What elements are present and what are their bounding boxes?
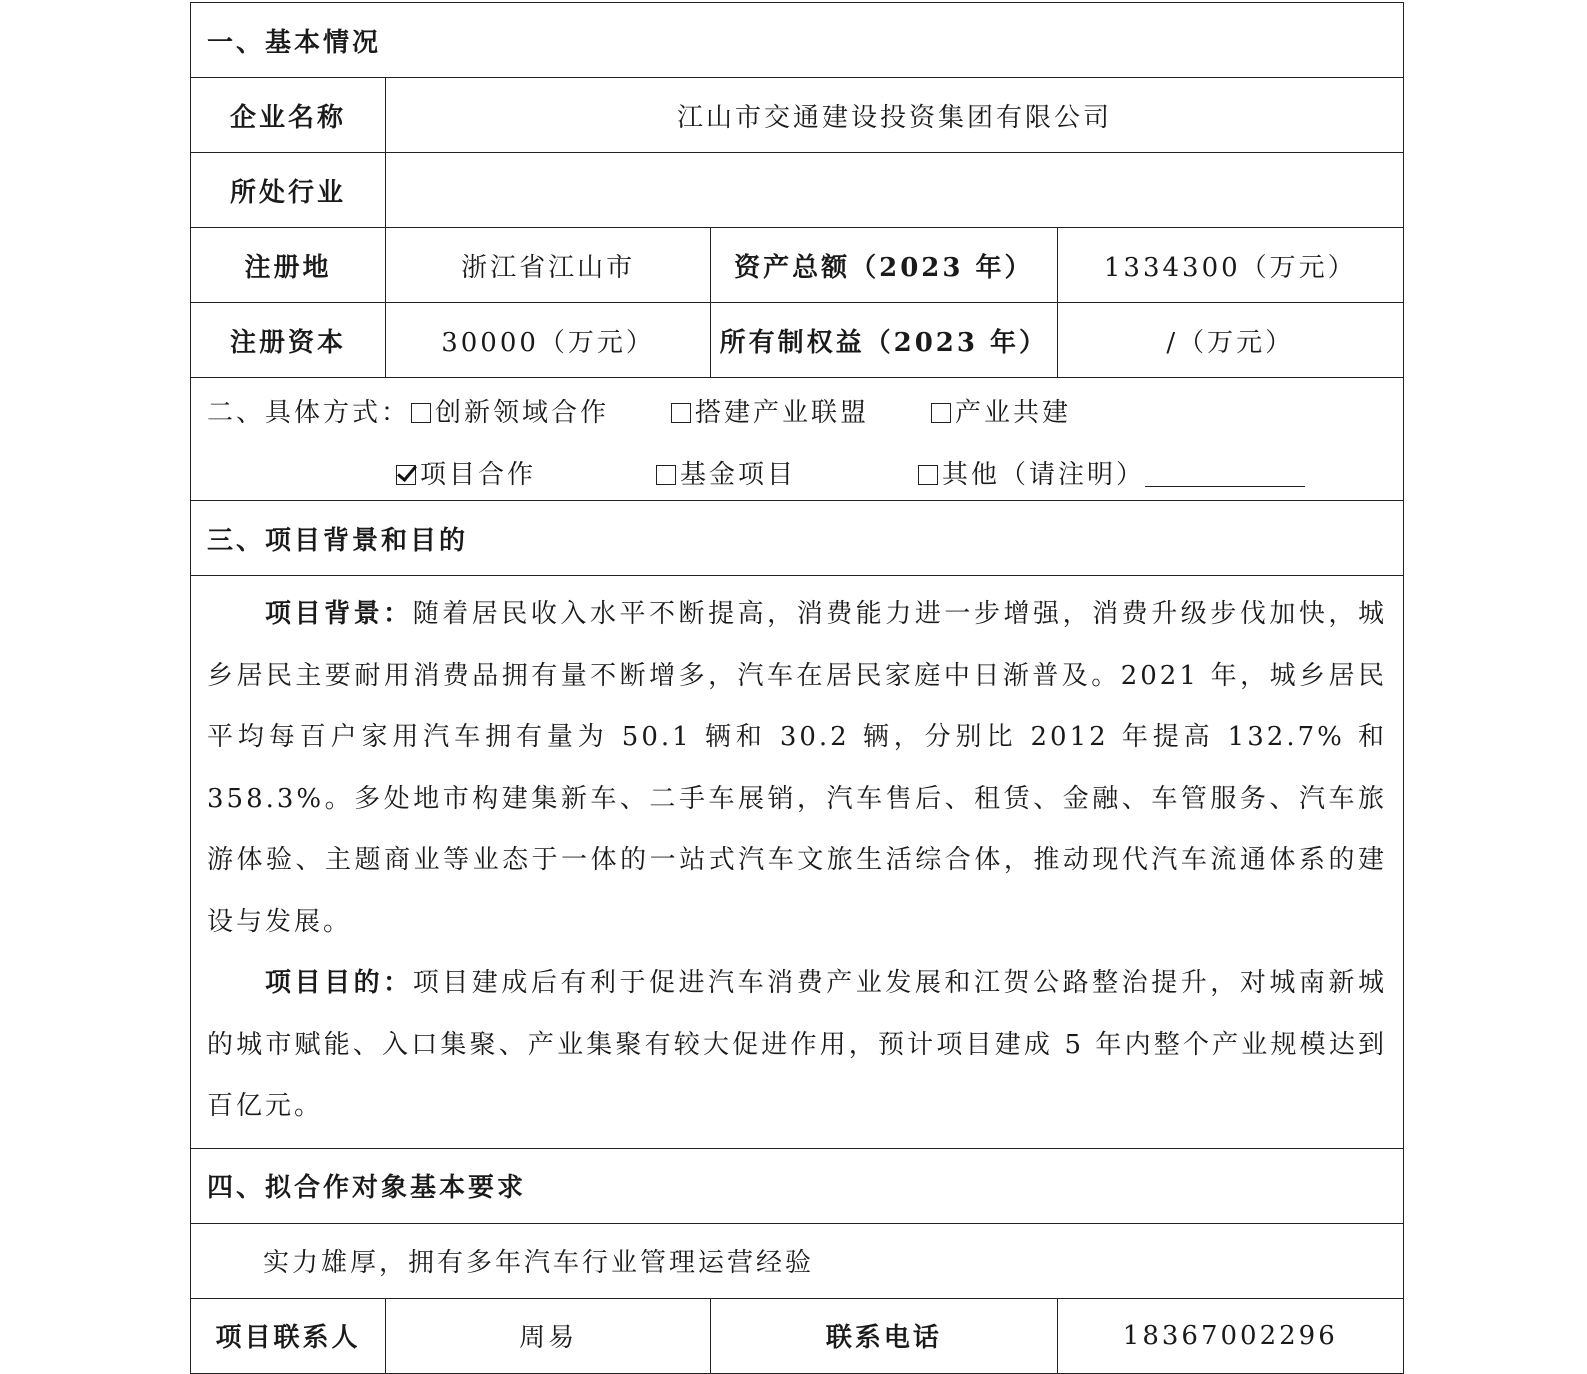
company-value: 江山市交通建设投资集团有限公司: [386, 78, 1404, 153]
section1-row: [191, 3, 1404, 78]
registered-capital-value: 30000（万元）: [386, 303, 711, 378]
section2-row: [191, 378, 1404, 501]
background-cell: [191, 576, 1404, 1149]
checkbox-icon[interactable]: [656, 465, 676, 485]
registered-place-label: 注册地: [191, 228, 386, 303]
option-co-build[interactable]: [931, 392, 1071, 429]
total-assets-label: 资产总额（2023 年）: [711, 228, 1057, 303]
capital-row: [191, 303, 1404, 378]
option-label: 创新领域合作: [435, 398, 610, 428]
company-row: [191, 78, 1404, 153]
background-paragraph: [207, 584, 1387, 953]
checkbox-icon[interactable]: [918, 465, 938, 485]
contact-row: [191, 1298, 1404, 1373]
section4-row: [191, 1148, 1404, 1223]
industry-label: 所处行业: [191, 153, 386, 228]
purpose-text: 项目建成后有利于促进汽车消费产业发展和江贺公路整治提升，对城南新城的城市赋能、入口集聚、产业集聚有较大促进作用，预计项目建成 5 年内整个产业规模达到百亿元。: [207, 968, 1387, 1121]
method-cell: [191, 378, 1404, 501]
background-label: 项目背景：: [265, 599, 413, 629]
option-label: 产业共建: [955, 398, 1072, 428]
option-label: 搭建产业联盟: [695, 398, 870, 428]
checkbox-icon[interactable]: [671, 403, 691, 423]
requirement-row: [191, 1223, 1404, 1298]
option-fund[interactable]: [656, 454, 796, 491]
option-label: 基金项目: [680, 460, 797, 490]
industry-row: [191, 153, 1404, 228]
checkbox-icon[interactable]: [411, 403, 431, 423]
contact-person-label: 项目联系人: [191, 1298, 386, 1373]
cooperation-form-table: [190, 2, 1404, 1374]
other-blank-line[interactable]: [1145, 462, 1305, 487]
total-assets-value: 1334300（万元）: [1057, 228, 1403, 303]
option-label: 项目合作: [420, 460, 537, 490]
option-label: 其他（请注明）: [942, 460, 1146, 490]
contact-phone-value: 18367002296: [1057, 1298, 1403, 1373]
section3-title: 三、项目背景和目的: [191, 501, 1404, 576]
requirement-text: 实力雄厚，拥有多年汽车行业管理运营经验: [191, 1223, 1404, 1298]
section1-title: 一、基本情况: [191, 3, 1404, 78]
background-text: 随着居民收入水平不断提高，消费能力进一步增强，消费升级步伐加快，城乡居民主要耐用消费品拥有量不断增多，汽车在居民家庭中日渐普及。2021 年，城乡居民平均每百户家用汽车拥有量为 50.1 辆和 30.2 辆，分别比 2012 年提高 132.7% 和 358.3%。多处地市构建集新车、二手车展销，汽车售后、租赁、金融、车管服务、汽车旅游体验、主题商业等业态于一体的一站式汽车文旅生活综合体，推动现代汽车流通体系的建设与发展。: [207, 599, 1387, 937]
option-innovation[interactable]: [411, 392, 609, 429]
checkbox-icon[interactable]: [931, 403, 951, 423]
purpose-label: 项目目的：: [265, 968, 413, 998]
section3-row: [191, 501, 1404, 576]
background-row: [191, 576, 1404, 1149]
option-alliance[interactable]: [671, 392, 869, 429]
checkbox-checked-icon[interactable]: [396, 465, 416, 485]
registered-capital-label: 注册资本: [191, 303, 386, 378]
company-label: 企业名称: [191, 78, 386, 153]
section2-title: 二、具体方式：: [207, 398, 411, 428]
registered-place-value: 浙江省江山市: [386, 228, 711, 303]
purpose-paragraph: [207, 953, 1387, 1138]
option-other[interactable]: [918, 454, 1305, 491]
industry-value: [386, 153, 1404, 228]
contact-person-value: 周易: [386, 1298, 711, 1373]
owner-equity-label: 所有制权益（2023 年）: [711, 303, 1057, 378]
owner-equity-value: /（万元）: [1057, 303, 1403, 378]
option-project[interactable]: [396, 454, 536, 491]
section4-title: 四、拟合作对象基本要求: [191, 1148, 1404, 1223]
registration-row: [191, 228, 1404, 303]
contact-phone-label: 联系电话: [711, 1298, 1057, 1373]
